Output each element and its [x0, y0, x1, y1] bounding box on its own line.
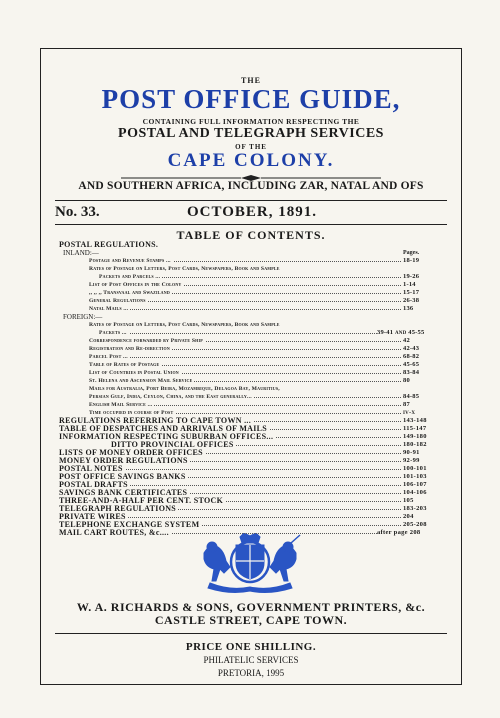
toc-entry: [59, 393, 447, 401]
toc-entry-label: Time occupied in course of Post: [89, 410, 174, 416]
toc-entry-label: FOREIGN:—: [63, 313, 103, 321]
toc-entry-page: 149-180: [403, 433, 447, 441]
toc-entry-label: DITTO PROVINCIAL OFFICES: [111, 440, 234, 449]
toc-entry-page: 84-85: [403, 393, 447, 401]
toc-entry: [59, 289, 447, 297]
toc-leader-dots: [99, 333, 401, 334]
toc-entry-label: POSTAL NOTES: [59, 464, 123, 473]
toc-entry-label: Registration and Re-direction: [89, 346, 170, 352]
toc-entry-label: THREE-AND-A-HALF PER CENT. STOCK: [59, 496, 224, 505]
toc-entry-page: 83-84: [403, 369, 447, 377]
toc-entry-label: List of Post Offices in the Colony: [89, 282, 182, 288]
toc-leader-dots: [89, 357, 401, 358]
toc-entry-page: 90-91: [403, 449, 447, 457]
toc-entry-label: MAIL CART ROUTES, &c....: [59, 528, 169, 537]
toc-entry-page: 1-14: [403, 281, 447, 289]
toc-entry: [59, 377, 447, 385]
toc-entry-label: POSTAL REGULATIONS.: [59, 240, 159, 249]
toc-entry-label: ,, ,, ,, Transvaal and Swaziland: [89, 290, 170, 296]
toc-entry-label: INFORMATION RESPECTING SUBURBAN OFFICES...: [59, 432, 274, 441]
toc-entry-label: INLAND:—: [63, 249, 99, 257]
toc-entry-page: 204: [403, 513, 447, 521]
address-line: CASTLE STREET, CAPE TOWN.: [154, 613, 348, 627]
toc-entry-label: LISTS OF MONEY ORDER OFFICES: [59, 448, 203, 457]
page-title: POST OFFICE GUIDE,: [101, 84, 401, 114]
colony-title: CAPE COLONY.: [167, 150, 335, 171]
toc-entry-page: 45-65: [403, 361, 447, 369]
toc-entry-label: Natal Mails ...: [89, 306, 129, 312]
toc-entry-label: St. Helena and Ascension Mail Service: [89, 378, 193, 384]
issue-row: [55, 204, 447, 222]
toc-entry: [59, 305, 447, 313]
toc-entry-page: 42: [403, 337, 447, 345]
toc-entry: [59, 361, 447, 369]
toc-entry-label: Postage and Revenue Stamps ...: [89, 258, 171, 264]
toc-entry-page: 42-43: [403, 345, 447, 353]
title-the: THE: [241, 76, 261, 85]
toc-entry-page: 205-208: [403, 521, 447, 529]
toc-entry-label: REGULATIONS REFERRING TO CAPE TOWN ...: [59, 416, 252, 425]
toc-entry-page: 39-41 and 45-55: [377, 329, 447, 337]
toc-entry: [59, 249, 447, 257]
toc-entry-page: 143-148: [403, 417, 447, 425]
toc-entry-page: 87: [403, 401, 447, 409]
services-line: POSTAL AND TELEGRAPH SERVICES: [118, 126, 384, 141]
rule-top: [55, 200, 447, 201]
issue-date: OCTOBER, 1891.: [187, 204, 317, 220]
toc-entry: [59, 257, 447, 265]
toc-entry: [59, 273, 447, 281]
toc-entry-label: Table of Rates of Postage: [89, 362, 160, 368]
toc-entry-page: 15-17: [403, 289, 447, 297]
toc-entry: [59, 345, 447, 353]
of-the-line: OF THE: [235, 143, 267, 151]
toc-entry-label: Packets and Parcels ...: [99, 274, 161, 280]
toc-entry: [59, 369, 447, 377]
toc-entry-label: PRIVATE WIRES: [59, 512, 126, 521]
toc-entry-label: POST OFFICE SAVINGS BANKS: [59, 472, 186, 481]
toc-entry: [59, 337, 447, 345]
toc-entry-page: 115-147: [403, 425, 447, 433]
table-of-contents: [59, 241, 447, 537]
rule-bottom: [55, 224, 447, 225]
toc-entry: [59, 321, 447, 329]
toc-entry-page: 68-82: [403, 353, 447, 361]
toc-entry-label: Rates of Postage on Letters, Post Cards, Newspapers, Book and Sample: [89, 266, 280, 272]
toc-entry: [59, 401, 447, 409]
toc-entry-page: 136: [403, 305, 447, 313]
pretoria-line: PRETORIA, 1995: [217, 668, 285, 678]
toc-entry-label: TELEGRAPH REGULATIONS: [59, 504, 177, 513]
cover-frame: [40, 48, 462, 685]
toc-entry-page: 80: [403, 377, 447, 385]
toc-entry: [59, 385, 447, 393]
toc-entry-label: General Regulations: [89, 298, 146, 304]
toc-entry-page: 180-182: [403, 441, 447, 449]
royal-coat-of-arms-icon: [180, 533, 320, 593]
toc-entry-label: POSTAL DRAFTS: [59, 480, 128, 489]
toc-entry-page: 18-19: [403, 257, 447, 265]
toc-entry: [59, 265, 447, 273]
printers-line: W. A. RICHARDS & SONS, GOVERNMENT PRINTERS, &c.: [76, 600, 426, 614]
toc-entry-page: 106-107: [403, 481, 447, 489]
toc-entry-page: 104-106: [403, 489, 447, 497]
toc-entry-page: Pages.: [403, 249, 447, 257]
toc-entry-label: Persian Gulf, India, Ceylon, China, and the East generally...: [89, 394, 252, 400]
toc-entry-label: SAVINGS BANK CERTIFICATES: [59, 488, 188, 497]
toc-entry: [59, 313, 447, 321]
toc-entry-label: Packets ...: [99, 330, 127, 336]
toc-entry-page: iv-x: [403, 409, 447, 417]
rule-footer: [55, 633, 447, 634]
toc-entry-label: Parcel Post ...: [89, 354, 128, 360]
toc-entry-label: List of Countries in Postal Union: [89, 370, 179, 376]
toc-title: TABLE OF CONTENTS.: [176, 228, 326, 242]
price-line: PRICE ONE SHILLING.: [185, 641, 317, 653]
toc-entry-page: 92-99: [403, 457, 447, 465]
toc-entry-page: after page 208: [377, 529, 447, 537]
toc-leader-dots: [89, 309, 401, 310]
toc-entry: [59, 329, 447, 337]
toc-entry-page: 101-103: [403, 473, 447, 481]
toc-entry-page: 26-38: [403, 297, 447, 305]
issue-number: No. 33.: [55, 204, 100, 220]
toc-entry-label: Mails for Australia, Port Beira, Mozambique, Delagoa Bay, Mauritius,: [89, 386, 280, 392]
toc-entry-label: TELEPHONE EXCHANGE SYSTEM: [59, 520, 200, 529]
containing-line: CONTAINING FULL INFORMATION RESPECTING THE: [142, 117, 360, 126]
toc-entry-label: Rates of Postage on Letters, Post Cards, Newspapers, Book and Sample: [89, 322, 280, 328]
toc-entry: [59, 241, 447, 249]
toc-entry-page: 19-26: [403, 273, 447, 281]
toc-entry-page: 100-101: [403, 465, 447, 473]
toc-entry: [59, 353, 447, 361]
southern-africa-line: AND SOUTHERN AFRICA, INCLUDING ZAR, NATAL AND OFS: [78, 180, 424, 192]
philatelic-line: PHILATELIC SERVICES: [203, 655, 299, 665]
toc-entry-page: 183-203: [403, 505, 447, 513]
toc-entry-label: TABLE OF DESPATCHES AND ARRIVALS OF MAILS: [59, 424, 268, 433]
toc-entry: [59, 297, 447, 305]
toc-entry: [59, 281, 447, 289]
toc-entry-label: English Mail Service ...: [89, 402, 153, 408]
toc-entry-label: Correspondence forwarded by Private Ship: [89, 338, 203, 344]
toc-entry-page: 105: [403, 497, 447, 505]
toc-entry-label: MONEY ORDER REGULATIONS: [59, 456, 188, 465]
